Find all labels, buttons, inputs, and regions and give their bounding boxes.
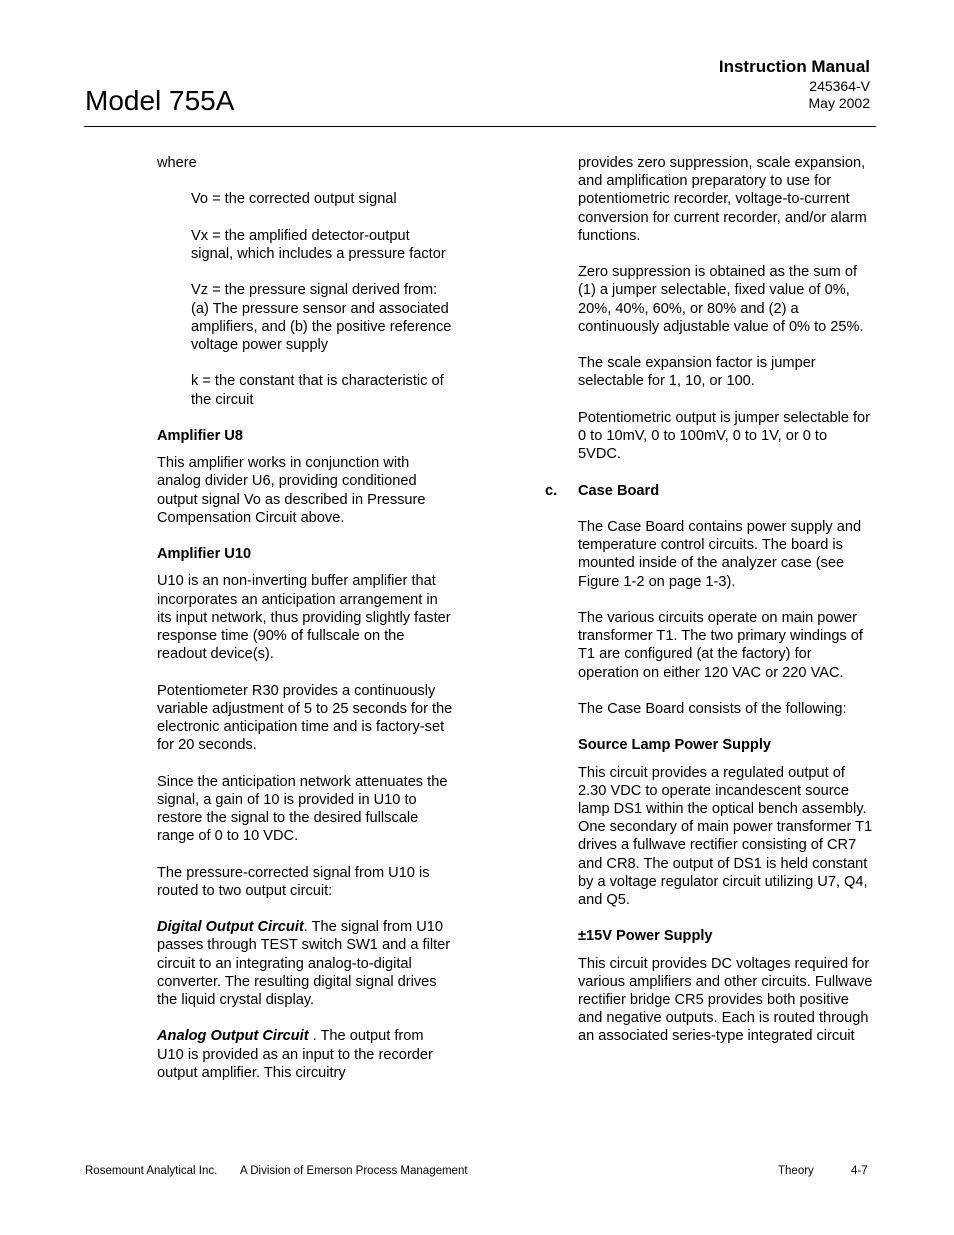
document-number: 245364-V	[809, 78, 870, 94]
paragraph: Zero suppression is obtained as the sum of (1) a jumper selectable, fixed value of 0%, 20%, 40%, 60%, or 80% and (2) a continuously adjustable value of 0% to 25%.	[578, 264, 864, 335]
paragraph: Potentiometer R30 provides a continuously variable adjustment of 5 to 25 seconds for the electronic anticipation time and is factory-set for 20 seconds.	[157, 682, 453, 754]
paragraph: The various circuits operate on main power transformer T1. The two primary windings of T1 are configured (at the factory) for operation on either 120 VAC or 220 VAC.	[578, 609, 863, 681]
analog-output-paragraph	[157, 1027, 453, 1082]
definition-vo: Vo = the corrected output signal	[191, 191, 397, 208]
footer-company: Rosemount Analytical Inc.	[85, 1165, 218, 1177]
paragraph: The pressure-corrected signal from U10 is routed to two output circuit:	[157, 864, 430, 899]
paragraph: Potentiometric output is jumper selectable for 0 to 10mV, 0 to 100mV, 0 to 1V, or 0 to 5VDC.	[578, 409, 871, 463]
paragraph: The Case Board consists of the following:	[578, 700, 847, 717]
definition-k: k = the constant that is characteristic of the circuit	[191, 373, 444, 408]
left-column	[157, 154, 453, 1100]
paragraph: Since the anticipation network attenuates the signal, a gain of 10 is provided in U10 to restore the signal to the desired fullscale range of 0 to 10 VDC.	[157, 773, 448, 845]
digital-output-label: Digital Output Circuit	[157, 919, 304, 936]
footer-division: A Division of Emerson Process Management	[240, 1165, 468, 1177]
section-letter: c.	[545, 482, 558, 499]
definition-vz: Vz = the pressure signal derived from: (a) The pressure sensor and associated amplifiers, and (b) the positive reference voltage power supply	[191, 282, 452, 353]
section-heading-amplifier-u10: Amplifier U10	[157, 546, 252, 563]
analog-output-text: . The output from U10 is provided as an input to the recorder output amplifier. This circuitry	[157, 1028, 433, 1081]
footer-page-number: 4-7	[851, 1165, 868, 1177]
where-text: where	[157, 155, 197, 171]
section-heading-text: Case Board	[578, 482, 660, 499]
digital-output-text: . The signal from U10 passes through TEST switch SW1 and a filter circuit to an integrating analog-to-digital converter. The resulting digital signal drives the liquid crystal display.	[157, 919, 451, 1008]
paragraph: This circuit provides a regulated output of 2.30 VDC to operate incandescent source lamp DS1 within the optical bench assembly. One secondary of main power transformer T1 drives a fullwave rectifier consisting of CR7 and CR8. The output of DS1 is held constant by a voltage regulator circuit utilizing U7, Q4, and Q5.	[578, 764, 873, 908]
paragraph: This circuit provides DC voltages required for various amplifiers and other circuits. Fullwave rectifier bridge CR5 provides both positive and negative outputs. Each is routed through an associated series-type integrated circuit	[578, 955, 873, 1045]
header-divider	[84, 126, 876, 127]
footer-section: Theory	[778, 1165, 814, 1177]
section-heading-case-board	[545, 482, 874, 500]
paragraph: This amplifier works in conjunction with analog divider U6, providing conditioned output signal Vo as described in Pressure Compensation Circuit above.	[157, 455, 426, 526]
section-heading-amplifier-u8: Amplifier U8	[157, 427, 243, 444]
manual-title: Instruction Manual	[718, 57, 870, 76]
section-heading-source-lamp: Source Lamp Power Supply	[578, 737, 772, 754]
document-date: May 2002	[808, 95, 870, 111]
right-column	[545, 154, 874, 1064]
paragraph: provides zero suppression, scale expansion, and amplification preparatory to use for potentiometric recorder, voltage-to-current conversion for current recorder, and/or alarm functions.	[578, 155, 867, 244]
digital-output-paragraph	[157, 918, 453, 1009]
paragraph: The Case Board contains power supply and temperature control circuits. The board is mounted inside of the analyzer case (see Figure 1-2 on page 1-3).	[578, 518, 862, 590]
paragraph: The scale expansion factor is jumper selectable for 1, 10, or 100.	[578, 355, 816, 390]
analog-output-label: Analog Output Circuit	[157, 1028, 309, 1045]
section-heading-power-supply: ±15V Power Supply	[578, 928, 713, 945]
paragraph: U10 is an non-inverting buffer amplifier that incorporates an anticipation arrangement in its input network, thus providing slightly faster response time (90% of fullscale on the readout device(s).	[157, 573, 451, 663]
definition-vx: Vx = the amplified detector-output signal, which includes a pressure factor	[191, 227, 446, 262]
page-title: Model 755A	[85, 85, 235, 116]
